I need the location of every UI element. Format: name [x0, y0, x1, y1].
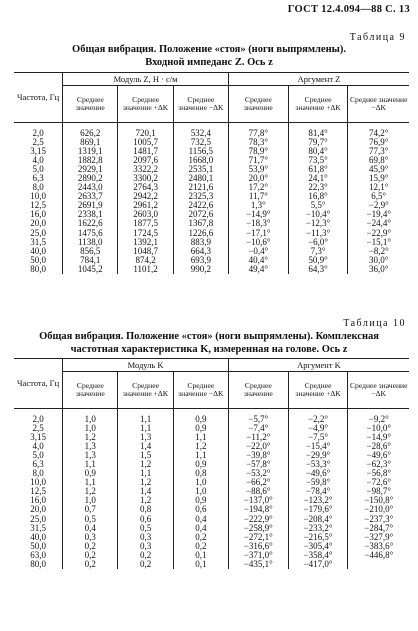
table9-body	[14, 123, 409, 274]
table-row	[14, 442, 409, 451]
table-cell: 50,9°	[288, 256, 348, 265]
table-cell: 1,2	[118, 460, 173, 469]
table-cell: 40,0	[30, 245, 46, 256]
table-cell: 79,7°	[288, 138, 348, 147]
table-cell: −216,5°	[288, 533, 348, 542]
table-cell: 1,1	[118, 469, 173, 478]
table-cell: 2691,9	[63, 201, 118, 210]
table-cell: 1,1	[63, 478, 118, 487]
table-cell: −222,9°	[228, 515, 288, 524]
table-cell: 80,0	[30, 263, 46, 274]
table-cell: −66,2°	[228, 478, 288, 487]
table-cell: 73,5°	[288, 156, 348, 165]
table-cell: −15,4°	[288, 442, 348, 451]
table-cell: −10,4°	[288, 210, 348, 219]
table-cell: 2422,6	[173, 201, 228, 210]
table-cell: 1,1	[173, 433, 228, 442]
table-cell: 0,2	[118, 560, 173, 569]
table-cell: 1724,5	[118, 229, 173, 238]
table-cell: −258,9°	[228, 524, 288, 533]
table-cell: 6,3	[32, 459, 44, 470]
table9-subhead: Среднее значение	[63, 86, 118, 123]
table-cell: 3300,2	[118, 174, 173, 183]
table-cell: −28,6°	[348, 442, 409, 451]
table-cell: 6,3	[32, 173, 44, 184]
table-cell: −22,0°	[228, 442, 288, 451]
table9-label: Таблица 9	[349, 32, 406, 43]
table-cell: 12,1°	[348, 183, 409, 192]
table-cell: 0,3	[63, 533, 118, 542]
table-cell: −417,0°	[288, 560, 348, 569]
table-cell: 1,2	[63, 433, 118, 442]
table-row	[14, 433, 409, 442]
table-cell: 1,0	[173, 487, 228, 496]
table-cell: −316,6°	[228, 542, 288, 551]
table-cell: −9,2°	[348, 409, 409, 425]
table-cell: 1,4	[118, 487, 173, 496]
table-cell: 0,2	[118, 551, 173, 560]
table-cell: 50,0	[30, 540, 46, 551]
table-cell: −59,8°	[288, 478, 348, 487]
table-cell: −2,2°	[288, 409, 348, 425]
table-cell	[348, 560, 409, 569]
table9-title-line2: Входной импеданс Z. Ось z	[145, 56, 273, 68]
table-cell: 2,5	[32, 423, 44, 434]
table-cell: 0,9	[173, 496, 228, 505]
table-cell: 3,15	[30, 432, 46, 443]
table-cell: 1,3	[63, 442, 118, 451]
table-cell: 1,3°	[228, 201, 288, 210]
table-row	[14, 542, 409, 551]
table-cell: 883,9	[173, 238, 228, 247]
table-cell: −6,0°	[288, 238, 348, 247]
table-row	[14, 229, 409, 238]
table-cell: 2121,6	[173, 183, 228, 192]
table-cell: 20,0	[30, 218, 46, 229]
table-cell: −284,7°	[348, 524, 409, 533]
table-cell: 0,2	[63, 560, 118, 569]
table-cell: 2338,1	[63, 210, 118, 219]
table-cell: −7,5°	[288, 433, 348, 442]
table-cell: 61,8°	[288, 165, 348, 174]
table-cell: 71,7°	[228, 156, 288, 165]
table-cell: −39,8°	[228, 451, 288, 460]
table-cell: 0,2	[173, 533, 228, 542]
table-row	[14, 515, 409, 524]
table-cell: 4,0	[32, 155, 44, 166]
table10-subhead: Среднее значение +ΔK	[118, 372, 173, 409]
table-cell: 732,5	[173, 138, 228, 147]
table-cell: 10,0	[30, 477, 46, 488]
table10-subhead: Среднее значение	[228, 372, 288, 409]
table-row	[14, 551, 409, 560]
table-row	[14, 524, 409, 533]
table-cell: 1,0	[63, 496, 118, 505]
table9-subhead: Среднее значение +ΔK	[118, 86, 173, 123]
table-cell: 69,8°	[348, 156, 409, 165]
table-cell: 64,3°	[288, 265, 348, 274]
table9	[14, 72, 409, 274]
table-cell: 76,9°	[348, 138, 409, 147]
table-cell: 1,5	[118, 451, 173, 460]
table-cell: 0,9	[173, 424, 228, 433]
table-cell: 0,1	[173, 560, 228, 569]
table-cell: 2,0	[32, 414, 44, 424]
table-cell: 874,2	[118, 256, 173, 265]
table-cell: −98,7°	[348, 487, 409, 496]
table10-label: Таблица 10	[343, 318, 406, 329]
table-cell: 31,5	[30, 522, 46, 533]
table-cell: −88,6°	[228, 487, 288, 496]
table10-freq-header: Частота, Гц	[14, 359, 63, 409]
table-cell: 2764,3	[118, 183, 173, 192]
table-cell: −53,3°	[288, 460, 348, 469]
table-cell: −11,2°	[228, 433, 288, 442]
table-row	[14, 560, 409, 569]
table-cell: 78,3°	[228, 138, 288, 147]
table-cell: 1,0	[173, 478, 228, 487]
table-cell: −19,4°	[348, 210, 409, 219]
table10-body	[14, 409, 409, 569]
table-row	[14, 451, 409, 460]
table-cell: 0,4	[63, 524, 118, 533]
table-row	[14, 478, 409, 487]
table-cell: 1475,6	[63, 229, 118, 238]
table-cell: 5,5°	[288, 201, 348, 210]
table10-subhead: Среднее значение +ΔK	[288, 372, 348, 409]
table-cell: 2535,1	[173, 165, 228, 174]
table9-subhead: Среднее значение −ΔK	[173, 86, 228, 123]
table-cell: 12,5	[30, 200, 46, 211]
table9-subhead: Среднее значение	[228, 86, 288, 123]
table10-subhead: Среднее значение −ΔK	[348, 372, 409, 409]
table10-group-argument: Аргумент K	[228, 359, 409, 372]
table10	[14, 358, 409, 569]
table-cell: −210,0°	[348, 505, 409, 514]
table-cell: 1226,6	[173, 229, 228, 238]
table-row	[14, 460, 409, 469]
table-cell: −208,4°	[288, 515, 348, 524]
table-cell: −137,0°	[228, 496, 288, 505]
table-cell: −53,2°	[228, 469, 288, 478]
table-row	[14, 265, 409, 274]
table-cell: 0,4	[173, 524, 228, 533]
table-cell: 2603,0	[118, 210, 173, 219]
table-cell: 1045,2	[63, 265, 118, 274]
table-cell: 1138,0	[63, 238, 118, 247]
table-cell: 30,0°	[348, 256, 409, 265]
table-cell: −12,3°	[288, 219, 348, 228]
table9-subhead: Среднее значение −ΔK	[348, 86, 409, 123]
table-cell: 4,0	[32, 441, 44, 452]
table-cell: −56,8°	[348, 469, 409, 478]
table-cell: 1,1	[118, 424, 173, 433]
table-cell: 16,8°	[288, 192, 348, 201]
page-header: ГОСТ 12.4.094—88 С. 13	[287, 4, 410, 15]
table-row	[14, 409, 409, 425]
table-cell: 78,9°	[228, 147, 288, 156]
table-cell: 2633,7	[63, 192, 118, 201]
table-cell: −305,4°	[288, 542, 348, 551]
table-cell: 20,0°	[228, 174, 288, 183]
table-cell: −383,6°	[348, 542, 409, 551]
table-cell: 53,9°	[228, 165, 288, 174]
table-cell: 25,0	[30, 513, 46, 524]
table-cell: 36,0°	[348, 265, 409, 274]
table-row	[14, 238, 409, 247]
table-cell: 1101,2	[118, 265, 173, 274]
table-cell: 0,7	[63, 505, 118, 514]
table-cell: 1,2	[118, 496, 173, 505]
table-cell: 0,5	[118, 524, 173, 533]
table-cell: 0,9	[173, 409, 228, 425]
table-cell: 20,0	[30, 504, 46, 515]
table-cell: 1668,0	[173, 156, 228, 165]
table-cell: 0,8	[118, 505, 173, 514]
table-cell: 1882,8	[63, 156, 118, 165]
table-cell: −8,2°	[348, 247, 409, 256]
table-cell: −22,9°	[348, 229, 409, 238]
table-cell: −72,6°	[348, 478, 409, 487]
table-cell: 80,4°	[288, 147, 348, 156]
table-cell: −11,3°	[288, 229, 348, 238]
table-cell: −7,4°	[228, 424, 288, 433]
table-cell: 1,3	[63, 451, 118, 460]
table-cell: 3,15	[30, 146, 46, 157]
table-cell: 77,3°	[348, 147, 409, 156]
table9-title	[18, 44, 400, 69]
table-cell: −150,8°	[348, 496, 409, 505]
table-cell: 990,2	[173, 265, 228, 274]
table-cell: 22,3°	[288, 183, 348, 192]
table-cell: −49,6°	[288, 469, 348, 478]
table-cell: 74,2°	[348, 123, 409, 139]
table-cell: 24,1°	[288, 174, 348, 183]
table-cell: 2480,1	[173, 174, 228, 183]
table-cell: 1,0	[63, 424, 118, 433]
table-cell: 10,0	[30, 191, 46, 202]
table-cell: −327,9°	[348, 533, 409, 542]
table-cell: 0,1	[173, 551, 228, 560]
table9-subhead: Среднее значение +ΔK	[288, 86, 348, 123]
table-cell: 1367,8	[173, 219, 228, 228]
table-cell: 856,5	[63, 247, 118, 256]
table-cell: 1622,6	[63, 219, 118, 228]
table-cell: −29,9°	[288, 451, 348, 460]
table10-subhead: Среднее значение −ΔK	[173, 372, 228, 409]
table-cell: −15,1°	[348, 238, 409, 247]
table-cell: 0,5	[63, 515, 118, 524]
table-cell: 1,4	[118, 442, 173, 451]
table-cell: −5,7°	[228, 409, 288, 425]
table-cell: 77,8°	[228, 123, 288, 139]
table-cell: 2,5	[32, 137, 44, 148]
table-row	[14, 496, 409, 505]
table-cell: 869,1	[63, 138, 118, 147]
table-cell: 25,0	[30, 227, 46, 238]
table-cell: 2072,6	[173, 210, 228, 219]
table-cell: 50,0	[30, 254, 46, 265]
table-row	[14, 533, 409, 542]
table-cell: 8,0	[32, 182, 44, 193]
table-cell: 0,8	[173, 469, 228, 478]
table-cell: 0,9	[173, 460, 228, 469]
table-row	[14, 247, 409, 256]
table-cell: −2,9°	[348, 201, 409, 210]
table-cell: 81,4°	[288, 123, 348, 139]
table-cell: −194,8°	[228, 505, 288, 514]
table-row	[14, 487, 409, 496]
table-cell: 1156,5	[173, 147, 228, 156]
table-cell: 0,2	[173, 542, 228, 551]
table-cell: 16,0	[30, 495, 46, 506]
table-cell: 15,9°	[348, 174, 409, 183]
table-cell: 2961,2	[118, 201, 173, 210]
table-cell: 0,6	[118, 515, 173, 524]
table9-title-line1: Общая вибрация. Положение «стоя» (ноги выпрямлены).	[72, 44, 346, 55]
table9-group-modulus: Модуль Z, Н · с/м	[63, 73, 229, 86]
table10-title-line1: Общая вибрация. Положение «стоя» (ноги выпрямлены). Комплексная	[39, 331, 379, 342]
table-cell: 1048,7	[118, 247, 173, 256]
table10-group-modulus: Модуль K	[63, 359, 229, 372]
table-cell: −272,1°	[228, 533, 288, 542]
table-cell: −4,9°	[288, 424, 348, 433]
table-cell: −18,3°	[228, 219, 288, 228]
table-cell: −10,0°	[348, 424, 409, 433]
table-cell: 1481,7	[118, 147, 173, 156]
table-cell: −24,4°	[348, 219, 409, 228]
table-cell: −358,4°	[288, 551, 348, 560]
table-cell: 1,2	[63, 487, 118, 496]
table-row	[14, 424, 409, 433]
table-cell: −17,1°	[228, 229, 288, 238]
table-cell: 1,0	[63, 409, 118, 425]
table-cell: 45,9°	[348, 165, 409, 174]
table-cell: 2097,6	[118, 156, 173, 165]
table-cell: −10,6°	[228, 238, 288, 247]
table-cell: −233,2°	[288, 524, 348, 533]
table-cell: 2890,2	[63, 174, 118, 183]
table-cell: 8,0	[32, 468, 44, 479]
table-cell: 12,5	[30, 486, 46, 497]
table-cell: 40,4°	[228, 256, 288, 265]
table-cell: 0,3	[118, 542, 173, 551]
table-cell: 7,3°	[288, 247, 348, 256]
table-cell: −14,9°	[228, 210, 288, 219]
table-cell: 1,2	[118, 478, 173, 487]
table-cell: 63,0	[30, 549, 46, 560]
table-cell: 1,2	[173, 442, 228, 451]
table-cell: 5,0	[32, 450, 44, 461]
table-cell: 0,9	[63, 469, 118, 478]
table-cell: 0,2	[63, 551, 118, 560]
table-cell: 16,0	[30, 209, 46, 220]
table-cell: −57,8°	[228, 460, 288, 469]
table-cell: 11,7°	[228, 192, 288, 201]
table-cell: 1,1	[173, 451, 228, 460]
table-cell: 1319,1	[63, 147, 118, 156]
table-cell: −0,4°	[228, 247, 288, 256]
table-cell: 3322,2	[118, 165, 173, 174]
table-cell: 2443,0	[63, 183, 118, 192]
table-cell: 1,3	[118, 433, 173, 442]
table-cell: 720,1	[118, 123, 173, 139]
table-row	[14, 469, 409, 478]
table-cell: −123,2°	[288, 496, 348, 505]
table-cell: −78,4°	[288, 487, 348, 496]
table-cell: 49,4°	[228, 265, 288, 274]
table10-subhead: Среднее значение	[63, 372, 118, 409]
table-cell: 626,2	[63, 123, 118, 139]
table-cell: −237,3°	[348, 515, 409, 524]
table-cell: 664,3	[173, 247, 228, 256]
table-row	[14, 123, 409, 139]
table-row	[14, 505, 409, 514]
table-cell: 1877,5	[118, 219, 173, 228]
table-row	[14, 256, 409, 265]
table-cell: −371,0°	[228, 551, 288, 560]
table-cell: 0,3	[118, 533, 173, 542]
table-cell: 2929,1	[63, 165, 118, 174]
table-cell: −179,6°	[288, 505, 348, 514]
table-cell: −446,8°	[348, 551, 409, 560]
table9-group-argument: Аргумент Z	[228, 73, 409, 86]
table-cell: −14,9°	[348, 433, 409, 442]
table-cell: 0,4	[173, 515, 228, 524]
table-cell: 17,2°	[228, 183, 288, 192]
table-cell: 5,0	[32, 164, 44, 175]
table9-freq-header: Частота, Гц	[14, 73, 63, 123]
table-cell: −62,3°	[348, 460, 409, 469]
table-cell: 784,1	[63, 256, 118, 265]
table-cell: 0,2	[63, 542, 118, 551]
table-cell: 532,4	[173, 123, 228, 139]
table-cell: 2,0	[32, 128, 44, 138]
table-cell: 2325,3	[173, 192, 228, 201]
table-cell: 2942,2	[118, 192, 173, 201]
table-cell: 1,1	[63, 460, 118, 469]
table-cell: 40,0	[30, 531, 46, 542]
table-cell: 0,6	[173, 505, 228, 514]
table10-title-line2: частотная характеристика K, измеренная на голове. Ось z	[70, 343, 348, 355]
table-cell: 693,9	[173, 256, 228, 265]
table10-title	[18, 331, 400, 356]
table-cell: −49,6°	[348, 451, 409, 460]
table-cell: 1,1	[118, 409, 173, 425]
table-cell: −435,1°	[228, 560, 288, 569]
table-cell: 80,0	[30, 558, 46, 569]
table-cell: 1392,1	[118, 238, 173, 247]
table-cell: 31,5	[30, 236, 46, 247]
table-cell: 6,5°	[348, 192, 409, 201]
table-cell: 1005,7	[118, 138, 173, 147]
